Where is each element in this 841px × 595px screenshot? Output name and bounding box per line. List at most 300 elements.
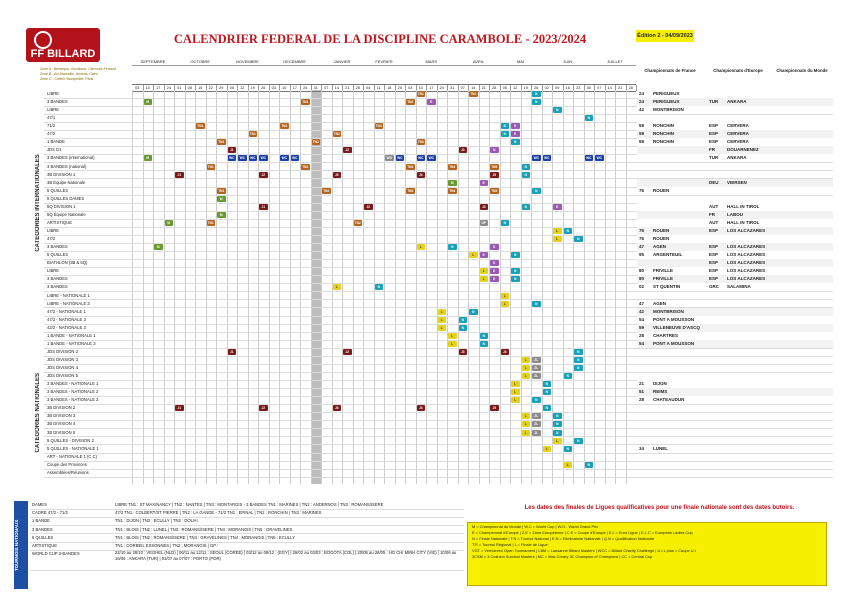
event-marker: N — [501, 131, 510, 137]
finals-table — [637, 58, 833, 484]
event-marker: TN2 — [354, 220, 361, 225]
finals-finale: RONCHIN — [653, 131, 674, 137]
finals-finale: AGEN — [653, 244, 667, 250]
event-marker: J3 — [459, 349, 468, 355]
week-cell: 11 — [374, 85, 386, 91]
week-cell: 18 — [384, 85, 396, 91]
event-marker: N — [375, 284, 384, 290]
event-marker: J1 — [175, 172, 184, 178]
event-marker: L — [522, 357, 531, 363]
event-marker: N — [511, 139, 520, 145]
event-marker: J1 — [228, 349, 237, 355]
finals-finale: ROUEN — [653, 236, 670, 242]
row-label: LIBRE - NATIONALE 1 — [47, 292, 90, 298]
week-cell: 23 — [573, 85, 585, 91]
finals-num: 59 — [639, 324, 645, 330]
week-cell: 10 — [279, 85, 291, 91]
row-label: 1 BANDE - NATIONALE 3 — [47, 340, 96, 346]
finals-finale: CHARTRES — [653, 332, 679, 338]
row-label: ARTISTIQUE — [47, 219, 73, 225]
week-cell: 21 — [479, 85, 491, 91]
event-marker: E — [490, 276, 499, 282]
event-marker: TN5 — [491, 188, 498, 193]
row-label: 3 BANDES — [47, 99, 68, 105]
week-cell: 09 — [552, 85, 564, 91]
finals-finale: ROUEN — [653, 187, 670, 193]
event-marker: TN1 — [417, 92, 424, 96]
event-marker: N — [511, 268, 520, 274]
finals-cm: LOS ALCAZARES — [727, 244, 766, 250]
event-marker: GP — [481, 220, 487, 225]
row-label: 3 BANDES (national) — [47, 163, 87, 169]
event-marker: N — [564, 228, 573, 234]
calendar-grid — [32, 58, 637, 484]
finals-cm: LOS ALCAZARES — [727, 228, 766, 234]
week-cell: 07 — [594, 85, 606, 91]
finals-finale: FRIVILLE — [653, 268, 673, 274]
event-marker: N — [553, 421, 562, 427]
finals-finale: AGEN — [653, 300, 667, 306]
month-label: SEPTEMBRE — [132, 58, 174, 66]
finals-finale: MONTBRISON — [653, 308, 684, 314]
week-cell: 21 — [342, 85, 354, 91]
row-label: 5Q Équipe Nationale — [47, 211, 86, 217]
row-label: 47/2 - NATIONALE 3 — [47, 316, 86, 322]
finals-cm: HALL IN TIROL — [727, 219, 760, 225]
week-cell: 17 — [290, 85, 302, 91]
week-cell: 28 — [353, 85, 365, 91]
event-marker: L — [511, 381, 520, 387]
event-marker: L — [438, 317, 447, 323]
event-marker: E — [480, 252, 489, 258]
finals-finale: REIMS — [653, 389, 668, 395]
event-marker: J2 — [364, 204, 373, 210]
event-marker: N — [574, 438, 583, 444]
event-marker: L — [553, 228, 562, 234]
finals-cm: CERVERA — [727, 139, 749, 145]
row-label: 3B DIVISION 3 — [47, 413, 76, 419]
tournament-category: 5 QUILLES — [32, 534, 54, 540]
event-marker: N — [553, 430, 562, 436]
event-marker: L — [501, 301, 510, 307]
billiard-ball-icon — [34, 31, 52, 49]
month-label: AVRIL — [458, 58, 500, 66]
event-marker: N — [574, 236, 583, 242]
finals-ce: ESP — [709, 276, 719, 282]
event-marker: TN2 — [323, 188, 330, 193]
event-marker: N — [459, 325, 468, 331]
row-label: 5 QUILLES DAMES — [47, 195, 85, 201]
legend-line: VGT = Verhoeven Open Tournament | LBM = Lausanne Billard Masters | WCC = Billard Charity Challenge | U.I.L plus = Coupe U.I — [472, 548, 696, 553]
event-marker: N — [469, 309, 478, 315]
event-marker: L — [438, 325, 447, 331]
finals-finale: VILLENEUVE D'ASCQ — [653, 324, 700, 330]
event-marker: WC — [239, 156, 245, 161]
event-marker: TN2 — [302, 164, 309, 169]
event-marker: J2 — [259, 405, 268, 411]
finals-num: 59 — [639, 123, 645, 129]
week-cell: 08 — [185, 85, 197, 91]
month-label: MAI — [500, 58, 542, 66]
row-label: 1 BANDE — [47, 139, 65, 145]
zone-legend-line: Zone C : Créteil, Montpellier, Paris — [40, 77, 94, 81]
event-marker: E — [490, 260, 499, 266]
calendar-row — [44, 469, 637, 478]
event-marker: J4 — [501, 349, 510, 355]
finals-num: 24 — [639, 91, 645, 96]
week-cell: 14 — [605, 85, 617, 91]
tournament-category: ARTISTIQUE — [32, 543, 58, 548]
event-marker: WC — [428, 156, 434, 161]
finals-num: 59 — [639, 139, 645, 145]
week-cell: 19 — [248, 85, 260, 91]
finals-ce: GRC — [709, 284, 719, 290]
finals-finale: DIJON — [653, 381, 667, 387]
event-marker: J3 — [333, 405, 342, 411]
tournament-category: WORLD CUP 3-BANDES — [32, 551, 80, 557]
finals-ce: FR — [709, 211, 715, 217]
event-marker: TN2 — [470, 92, 477, 96]
event-marker: N — [543, 389, 552, 395]
week-cell: 25 — [395, 85, 407, 91]
tournaments-band: TOURNOIS NATIONAUX — [14, 501, 28, 589]
event-marker: M — [217, 196, 226, 202]
row-label: JDS D1 — [47, 147, 62, 153]
event-marker: L — [469, 252, 478, 258]
event-marker: N — [574, 357, 583, 363]
week-cell: 02 — [542, 85, 554, 91]
logo-text: FF BILLARD — [30, 48, 96, 60]
event-marker: J3 — [480, 204, 489, 210]
event-marker: N — [511, 276, 520, 282]
finals-finale: PONT A MOUSSON — [653, 340, 695, 346]
event-marker: E — [490, 268, 499, 274]
event-marker: N — [543, 405, 552, 411]
event-marker: WC — [418, 156, 424, 161]
finals-ce: AUT — [709, 203, 719, 209]
month-label: DECEMBRE — [269, 58, 322, 66]
finals-num: 34 — [639, 445, 645, 451]
event-marker: TN3 — [375, 124, 382, 129]
finals-ce: AUT — [709, 219, 719, 225]
finals-finale: ARGENTEUIL — [653, 252, 683, 258]
row-label: LIBRE - NATIONALE 3 — [47, 300, 90, 306]
event-marker: TN1 — [218, 140, 225, 145]
finals-ce: ESP — [709, 268, 719, 274]
event-marker: WC — [586, 156, 592, 161]
event-marker: N — [501, 123, 510, 129]
week-cell: 01 — [174, 85, 186, 91]
event-marker: N — [543, 381, 552, 387]
finals-ce: FR — [709, 147, 715, 153]
week-cell: 14 — [332, 85, 344, 91]
event-marker: TN1 — [249, 132, 256, 137]
event-marker: ZL — [532, 365, 541, 371]
tournament-venues: 22/10 au 28/10 : VEGHEL (NLD) | 06/11 au 12/11 : SEOUL (COREE) | 03/12 au 09/12 : (EGY) | 26/02 au 03/03 : BOGOTA (COL) | 20/05 au 26/05 : HO CHI MINH CITY (VIE) | 10/06 au 16/06 : ANKARA (TUR) | 01/07 au 07/07 : PORTO (POR) — [115, 550, 457, 562]
week-cell: 17 — [426, 85, 438, 91]
event-marker: L — [522, 421, 531, 427]
row-label: LIBRE — [47, 268, 60, 274]
row-label: 5 QUILLES — [47, 187, 69, 193]
event-marker: TN3 — [407, 188, 414, 193]
event-marker: L — [448, 341, 457, 347]
finals-ce: ESP — [709, 252, 719, 258]
week-cell: 28 — [489, 85, 501, 91]
event-marker: L — [564, 462, 573, 468]
week-cell: 03 — [405, 85, 417, 91]
tournament-category: CADRE 47/2 - 71/2 — [32, 510, 68, 516]
event-marker: TN1 — [218, 188, 225, 193]
event-marker: N — [585, 462, 594, 468]
header-cm: Championnats du Monde — [776, 68, 828, 73]
event-marker: N — [522, 172, 531, 178]
week-cell: 24 — [300, 85, 312, 91]
page-title: CALENDRIER FEDERAL DE LA DISCIPLINE CARAMBOLE - 2023/2024 — [173, 32, 587, 46]
event-marker: E — [511, 131, 520, 137]
row-label: 47/2 — [47, 131, 56, 137]
finals-cm: CERVERA — [727, 131, 749, 137]
week-cell: 17 — [153, 85, 165, 91]
finals-num: 21 — [639, 381, 645, 387]
row-label: 71/2 — [47, 123, 56, 129]
row-label: 3 BANDES — [47, 276, 68, 282]
event-marker: M — [144, 155, 153, 161]
finals-num: 54 — [639, 316, 645, 322]
tournaments-table — [14, 501, 464, 589]
finals-ce: ESP — [709, 244, 719, 250]
week-cell: 31 — [447, 85, 459, 91]
event-marker: N — [574, 365, 583, 371]
event-marker: WC — [250, 156, 256, 161]
event-marker: J2 — [343, 349, 352, 355]
row-label: 3B Équipe Nationale — [47, 179, 86, 185]
row-label: 47/2 - NATIONALE 1 — [47, 308, 86, 314]
finals-note: Les dates des finales de Ligues qualificatives pour une finale nationale sont des dates butoirs. — [524, 505, 795, 511]
event-marker: TN5 — [491, 164, 498, 169]
event-marker: TN2 — [281, 124, 288, 129]
event-marker: N — [564, 446, 573, 452]
row-label: LIBRE — [47, 91, 60, 96]
finals-ce: ESP — [709, 260, 719, 266]
month-label: OCTOBRE — [174, 58, 227, 66]
event-marker: N — [553, 413, 562, 419]
event-marker: WC — [281, 156, 287, 161]
finals-finale: FRIVILLE — [653, 276, 673, 282]
event-marker: N — [490, 147, 499, 153]
finals-num: 59 — [639, 131, 645, 137]
week-cell: 24 — [164, 85, 176, 91]
tournament-venues: TN1 : DIJON | TN2 : ECULLY | TN3 : DOUAI — [115, 518, 198, 524]
event-marker: N — [522, 164, 531, 170]
row-label: Coupe des Provinces — [47, 461, 87, 467]
legend-line: E = Championnat d'Europe | Z.E = Zone Européenne | C.E = Coupe d'Europe | E.L = Euro Ligue | E.L.C = European Ladies Cup — [472, 530, 693, 535]
event-marker: M — [217, 212, 226, 218]
row-label: ART - NATIONALE 1 (C.C) — [47, 453, 98, 459]
finals-num: 76 — [639, 228, 645, 234]
row-label: Assemblées/Réunions — [47, 469, 89, 475]
category-band: CATEGORIES INTERNATIONALES — [35, 154, 41, 252]
week-cell: 30 — [584, 85, 596, 91]
row-label: 3B DIVISION 2 — [47, 405, 76, 411]
row-label: 47/1 — [47, 115, 56, 121]
row-label: BIATHLON (3B & 5Q) — [47, 260, 88, 266]
week-cell: 14 — [468, 85, 480, 91]
finals-num: 80 — [639, 276, 645, 282]
edition-badge: Édition 2 - 04/09/2023 — [636, 30, 694, 42]
finals-finale: PONT A MOUSSON — [653, 316, 695, 322]
week-cell: 05 — [227, 85, 239, 91]
event-marker: J4 — [417, 405, 426, 411]
zone-legend-line: Zone B : Aix-Marseille, Amiens, Caen — [40, 72, 98, 76]
finals-num: 76 — [639, 236, 645, 242]
event-marker: L — [522, 365, 531, 371]
event-marker: M — [144, 99, 153, 105]
zone-legend-line: Zone A : Besançon, Bordeaux, Clermont-Ferrand — [40, 67, 116, 71]
event-marker: N — [553, 107, 562, 113]
event-marker: WC — [544, 156, 550, 161]
finals-num: 02 — [639, 284, 645, 290]
week-cell: 24 — [437, 85, 449, 91]
event-marker: L — [522, 413, 531, 419]
event-marker: TN2 — [407, 100, 414, 105]
event-marker: E — [480, 180, 489, 186]
category-band: CATEGORIES NATIONALES — [35, 372, 41, 453]
event-marker: J3 — [333, 172, 342, 178]
row-label: JDS DIVISION 4 — [47, 365, 78, 371]
finals-num: 54 — [639, 340, 645, 346]
week-cell: 04 — [363, 85, 375, 91]
header-ce: Championnats d'Europe — [713, 68, 763, 73]
finals-ce: ESP — [709, 139, 719, 145]
row-label: 3B DIVISION 4 — [47, 421, 76, 427]
event-marker: ZL — [532, 373, 541, 379]
finals-finale: ST QUENTIN — [653, 284, 681, 290]
finals-ce: ESP — [709, 131, 719, 137]
row-label: 3B DIVISION 1 — [47, 171, 76, 177]
legend-line: T.R = Tournoi Régional | L = Finale de Ligue — [472, 542, 548, 547]
event-marker: N — [532, 301, 541, 307]
row-label: 5 QUILLES — [47, 252, 69, 258]
event-marker: J2 — [259, 172, 268, 178]
event-marker: J1 — [259, 204, 268, 210]
finals-finale: ROUEN — [653, 228, 670, 234]
finals-cm: CERVERA — [727, 123, 749, 129]
row-label: 42/2 - NATIONALE 3 — [47, 324, 86, 330]
event-marker: J3 — [459, 147, 468, 153]
event-marker: L — [480, 276, 489, 282]
legend-line: N = Finale Nationale | T.N = Tournoi National | E.N = Eliminatoire Nationale | Q.N = Qualification Nationale — [472, 536, 655, 541]
event-marker: L — [543, 446, 552, 452]
event-marker: L — [553, 236, 562, 242]
event-marker: TN2 — [312, 140, 319, 145]
event-marker: L — [511, 389, 520, 395]
month-label: JUILLET — [594, 58, 636, 66]
row-label: 3 BANDES - NATIONALE 3 — [47, 397, 99, 403]
event-marker: J4 — [417, 172, 426, 178]
event-marker: TN3 — [417, 140, 424, 145]
event-marker: E — [427, 99, 436, 105]
event-marker: J1 — [175, 405, 184, 411]
finals-cm: ANKARA — [727, 155, 747, 161]
event-marker: N — [532, 397, 541, 403]
finals-ce: TUR — [709, 155, 719, 161]
event-marker: TN2 — [333, 132, 340, 137]
event-marker: L — [417, 244, 426, 250]
finals-cm: SALAMINA — [727, 284, 751, 290]
row-label: 3 BANDES - NATIONALE 1 — [47, 381, 99, 387]
event-marker: N — [564, 373, 573, 379]
event-marker: WC — [260, 156, 266, 161]
event-marker: N — [501, 220, 510, 226]
event-marker: E — [490, 244, 499, 250]
finals-num: 76 — [639, 187, 645, 193]
week-cell: 07 — [458, 85, 470, 91]
event-marker: N — [532, 188, 541, 194]
row-label: 3 BANDES - NATIONALE 2 — [47, 389, 99, 395]
month-label: MARS — [405, 58, 458, 66]
finals-finale: LUNEL — [653, 445, 668, 451]
month-label: JANVIER — [321, 58, 363, 66]
event-marker: TN1 — [207, 220, 214, 225]
event-marker: ZL — [532, 357, 541, 363]
finals-finale: CHATEAUDUN — [653, 397, 685, 403]
finals-cm: LABOU — [727, 211, 743, 217]
event-marker: E — [511, 123, 520, 129]
month-label: NOVEMBRE — [227, 58, 269, 66]
event-marker: N — [448, 244, 457, 250]
event-marker: WC — [596, 156, 602, 161]
finals-cm: LOS ALCAZARES — [727, 260, 766, 266]
finals-num: 95 — [639, 252, 645, 258]
event-marker: L — [522, 430, 531, 436]
event-marker: N — [574, 349, 583, 355]
event-marker: ZL — [532, 421, 541, 427]
row-label: JDS DIVISION 3 — [47, 356, 78, 362]
row-label: LIBRE — [47, 228, 60, 234]
event-marker: J1 — [228, 147, 237, 153]
event-marker: E — [553, 204, 562, 210]
finals-ce: ESP — [709, 228, 719, 234]
week-cell: 26 — [531, 85, 543, 91]
event-marker: WC — [397, 156, 403, 161]
event-marker: L — [480, 268, 489, 274]
event-marker: N — [480, 341, 489, 347]
finals-num: 28 — [639, 397, 645, 403]
finals-num: 47 — [639, 244, 645, 250]
week-cell: 29 — [216, 85, 228, 91]
row-label: 5Q DIVISION 1 — [47, 203, 76, 209]
tournament-venues: 47/2 TN1 : COLBERT/ST PIERRE | TN2 : LA GANDE - 71/2 TN1 : EPINAL | TN2 : RONCHIN | TN3 : MARINES — [115, 510, 322, 516]
event-marker: L — [448, 333, 457, 339]
week-cell: 22 — [206, 85, 218, 91]
tournament-venues: TN1 : BLOIS | TN2 : ROMANS/ISERE | TN3 : GRAVELINES | TN4 : MORANGIS | TN5 : ECULLY — [115, 534, 296, 540]
week-cell: 03 — [269, 85, 281, 91]
row-label: 3 BANDES — [47, 284, 68, 290]
week-cell: 19 — [521, 85, 533, 91]
week-cell: 15 — [195, 85, 207, 91]
row-label: 3B DIVISION 5 — [47, 429, 76, 435]
legend-line: 3CSM = 3 Cushion Survival Masters | MC = Mac Creary 3C Champion of Champions | CC = Central Cup — [472, 554, 653, 559]
event-marker: N — [511, 252, 520, 258]
event-marker: N — [532, 99, 541, 105]
row-label: 3 BANDES (international) — [47, 155, 95, 161]
event-marker: M — [165, 220, 174, 226]
event-marker: L — [333, 284, 342, 290]
event-marker: L — [511, 397, 520, 403]
finals-row — [637, 469, 833, 478]
finals-cm: LOS ALCAZARES — [727, 276, 766, 282]
week-cell: 12 — [510, 85, 522, 91]
